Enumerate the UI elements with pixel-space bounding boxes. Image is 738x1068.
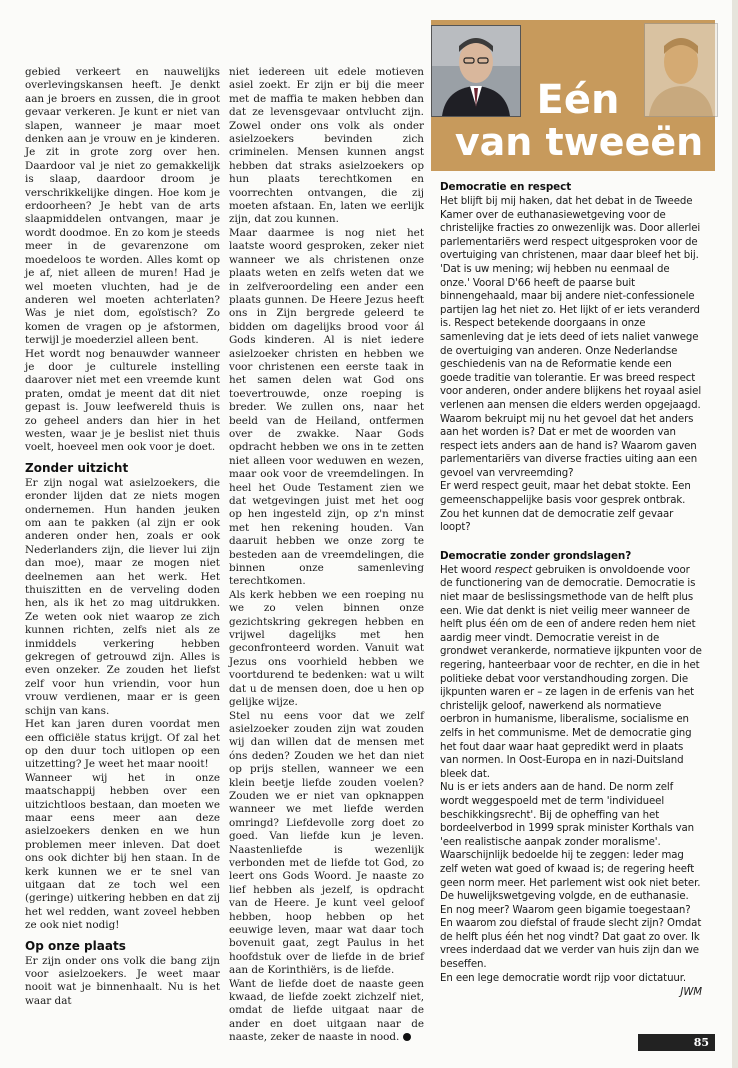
paragraph: niet iedereen uit edele motieven asiel zoekt. Er zijn er bij die meer met de maffia te maken hebben dan dat ze levensgevaar ontvlucht zijn. Zowel onder ons volk als onder asielzoekers bevinden zich criminelen. Mensen kunnen angst hebben dat straks asielzoekers op hun plaats terechtkomen en voorrechten ontvangen, die zij moeten afstaan. En, laten we eerlijk zijn, dat zou kunnen. — [229, 66, 424, 226]
paragraph-text: Want de liefde doet de naaste geen kwaad, de liefde zoekt zichzelf niet, omdat de liefde uitgaat naar de ander en doet uitgaan naar de naaste, zeker de naaste in nood. — [229, 977, 424, 1044]
page-number: 85 — [638, 1034, 715, 1051]
paragraph: Het blijft bij mij haken, dat het debat in de Tweede Kamer over de euthanasiewetgeving voor de christelijke fracties zo onwezenlijk was. Door allerlei parlementariërs werd respect uitgesproken voor de overtuiging van christenen, maar daar bleef het bij. 'Dat is uw mening; wij hebben nu eenmaal de onze.' Vooral D'66 heeft de paarse buit binnengehaald, maar bij andere niet-confessionele partijen lag het niet zo. Het lijkt of er iets veranderd is. Respect betekende doorgaans in onze samenleving dat je iets deed of iets naliet vanwege de overtuiging van anderen. Onze Nederlandse geschiedenis van na de Reformatie kende een goede traditie van tolerantie. Er was breed respect voor anderen, onder andere blijkens het royaal asiel verlenen aan mensen die elders werden opgejaagd. — [440, 196, 702, 411]
paragraph: En een lege democratie wordt rijp voor dictatuur. — [440, 972, 687, 984]
paragraph: gebied verkeert en nauwelijks overlevingskansen heeft. Je denkt aan je broers en zussen, die in groot gevaar verkeren. Je kunt er niet van slapen, wanneer je maar moet denken aan je vrouw en je kinderen. Je zit in grote zorg over hen. Daardoor val je niet zo gemakkelijk is slaap, daardoor droom je verschrikkelijke dingen. Hoe kom je erdoorheen? Je hebt van de arts slaapmiddelen ontvangen, maar je wordt doodmoe. En zo kom je steeds meer in de gevarenzone om moedeloos te worden. Alles komt op je af, niet alleen de muren! Had je wel moeten vluchten, had je de anderen wel moeten achterlaten? Was je niet dom, egoïstisch? Zo komen de vragen op je afstormen, terwijl je moederziel alleen bent. — [25, 66, 220, 347]
paragraph — [440, 564, 702, 782]
section-heading-zonder-uitzicht: Zonder uitzicht — [25, 460, 129, 475]
section-heading-op-onze-plaats: Op onze plaats — [25, 938, 126, 953]
emphasis-respect: respect — [494, 564, 533, 576]
paragraph: Er zijn nogal wat asielzoekers, die eronder lijden dat ze niets mogen ondernemen. Hun handen jeuken om aan te pakken (al zijn er ook anderen onder hen, zoals er ook Nederlanders zijn, die liever lui zijn dan moe), maar ze mogen niet deelnemen aan het werk. Het thuiszitten en de verveling doden hen, als ik het zo mag uitdrukken. Ze weten ook niet waarop ze zich kunnen richten, zelfs niet als ze inmiddels verkering hebben gekregen of getrouwd zijn. Alles is even onzeker. Ze zouden het liefst zelf voor hun vriendin, voor hun vrouw verdienen, maar er is geen schijn van kans. — [25, 476, 220, 717]
paragraph: Nu is er iets anders aan de hand. De norm zelf wordt weggespoeld met de term 'individueel beschikkingsrecht'. Bij de opheffing van het bordeelverbod in 1999 sprak minister Korthals van 'een realistische aanpak zonder moralisme'. Waarschijnlijk bedoelde hij te zeggen: Ieder mag zelf weten wat goed of kwaad is; de regering heeft geen norm meer. Het parlement wist ook niet beter. — [440, 782, 701, 889]
column-right — [440, 180, 702, 1000]
column-title-line-2: van tweeën — [454, 120, 704, 164]
paragraph: Er werd respect geuit, maar het debat stokte. Een gemeenschappelijke basis voor gesprek ontbrak. Zou het kunnen dat de democratie zelf gevaar loopt? — [440, 481, 691, 534]
paragraph: Er zijn onder ons volk die bang zijn voor asielzoekers. Je weet maar nooit wat je binnenhaalt. Nu is het waar dat — [25, 954, 220, 1007]
paragraph: De huwelijkswetgeving volgde, en de euthanasie. En nog meer? Waarom geen bigamie toegestaan? En waarom zou diefstal of fraude slecht zijn? Omdat de helft plus één het nog vindt? Dat gaat zo over. Ik vrees inderdaad dat we verder van huis zijn dan we beseffen. — [440, 891, 702, 971]
page-edge — [732, 0, 738, 1068]
paragraph: Het wordt nog benauwder wanneer je door je culturele instelling daarover niet met een vreemde kunt praten, omdat je meent dat dit niet gepast is. Jouw leefwereld thuis is zo geheel anders dan hier in het westen, waar je je beslist niet thuis voelt, hoeveel men ook voor je doet. — [25, 347, 220, 454]
end-mark-icon — [403, 1033, 411, 1041]
text-fragment: Het woord — [440, 564, 495, 576]
subheading-democratie-zonder-grondslagen: Democratie zonder grondslagen? — [440, 549, 632, 562]
text-fragment: gebruiken is onvoldoende voor de functionering van de democratie. Democratie is niet maar de beslissingsmethode van de helft plus een. Wie dat denkt is niet veilig meer wanneer de helft plus één om de een of andere reden hem niet aardig meer vindt. Democratie vereist in de grondwet verankerde, normatieve ijkpunten voor de regering, hanteerbaar voor de rechter, en die in het politieke debat voor verstandhouding zorgen. Die ijkpunten waren er – ze lagen in de erfenis van het christelijk geloof, nawerkend als normatieve oerbron in humanisme, liberalisme, socialisme en zelfs in het communisme. Met de democratie ging het fout daar waar haat gepredikt werd in plaats van normen. In Oost-Europa en in nazi-Duitsland bleek dat. — [440, 564, 702, 780]
paragraph: Het kan jaren duren voordat men een officiële status krijgt. Of zal het op den duur toch uitlopen op een uitzetting? Je weet het maar nooit! — [25, 718, 220, 771]
column-middle — [229, 66, 424, 1045]
paragraph: Stel nu eens voor dat we zelf asielzoeker zouden zijn wat zouden wij dan willen dat de mensen met óns deden? Zouden we het dan niet op prijs stellen, wanneer we een klein beetje liefde zouden voelen? Zouden we er niet van opknappen wanneer we met liefde werden omringd? Liefdevolle zorg doet zo goed. Van liefde kun je leven. Naastenliefde is wezenlijk verbonden met de liefde tot God, zo leert ons Gods Woord. Je naaste zo lief hebben als jezelf, is opdracht van de Heere. Je kunt veel geloof hebben, hoop hebben op het eeuwige leven, maar wat daar toch bovenuit gaat, zegt Paulus in het hoofdstuk over de liefde in de brief aan de Korinthiërs, is de liefde. — [229, 709, 424, 977]
column-title-line-1: Eén — [536, 77, 620, 123]
paragraph: Als kerk hebben we een roeping nu we zo velen binnen onze gezichtskring gekregen hebben en vrijwel dagelijks met hen geconfronteerd worden. Vanuit wat Jezus ons voorhield hebben we voortdurend te bedenken: wat u wilt dat u de mensen doen, doe u hen op gelijke wijze. — [229, 588, 424, 709]
subheading-democratie-en-respect: Democratie en respect — [440, 181, 572, 193]
paragraph: Waarom bekruipt mij nu het gevoel dat het anders aan het worden is? Dat er met de woorden van respect iets anders aan de hand is? Waarom gaven parlementariërs van diverse fracties uiting aan een gevoel van vervreemding? — [440, 413, 698, 479]
column-header-banner — [431, 20, 715, 171]
paragraph: Wanneer wij het in onze maatschappij hebben over een uitzichtloos bestaan, dan moeten we maar eens meer aan deze asielzoekers denken en we hun problemen meer inleven. Dat doet ons ook dichter bij hen staan. In de kerk kunnen we er te snel van uitgaan dat ze toch wel een (geringe) uitkering hebben en dat zij het wel redden, want zoveel hebben ze ook niet nodig! — [25, 771, 220, 932]
paragraph-final — [229, 978, 424, 1045]
paragraph: Maar daarmee is nog niet het laatste woord gesproken, zeker niet wanneer we als christenen onze plaats weten en zelfs weten dat we in zelfveroordeling een ander een plaats gunnen. De Heere Jezus heeft ons in Zijn bergrede geleerd te bidden om dagelijks brood voor ál Gods kinderen. Al is niet iedere asielzoeker christen en hebben we voor christenen een eerste taak in het samen delen wat God ons toevertrouwde, onze roeping is breder. We zullen ons, naar het beeld van de Heiland, ontfermen over de zwakke. Naar Gods opdracht hebben we ons in te zetten niet alleen voor weduwen en wezen, maar ook voor de vreemdelingen. In heel het Oude Testament zien we dat wetgevingen juist met het oog op hen ingesteld zijn, op z'n minst met hen rekening houden. Van daaruit hebben we onze zorg te besteden aan de vreemdelingen, die binnen onze samenleving terechtkomen. — [229, 226, 424, 588]
author-signature: JWM — [680, 987, 702, 999]
column-left — [25, 66, 220, 1008]
